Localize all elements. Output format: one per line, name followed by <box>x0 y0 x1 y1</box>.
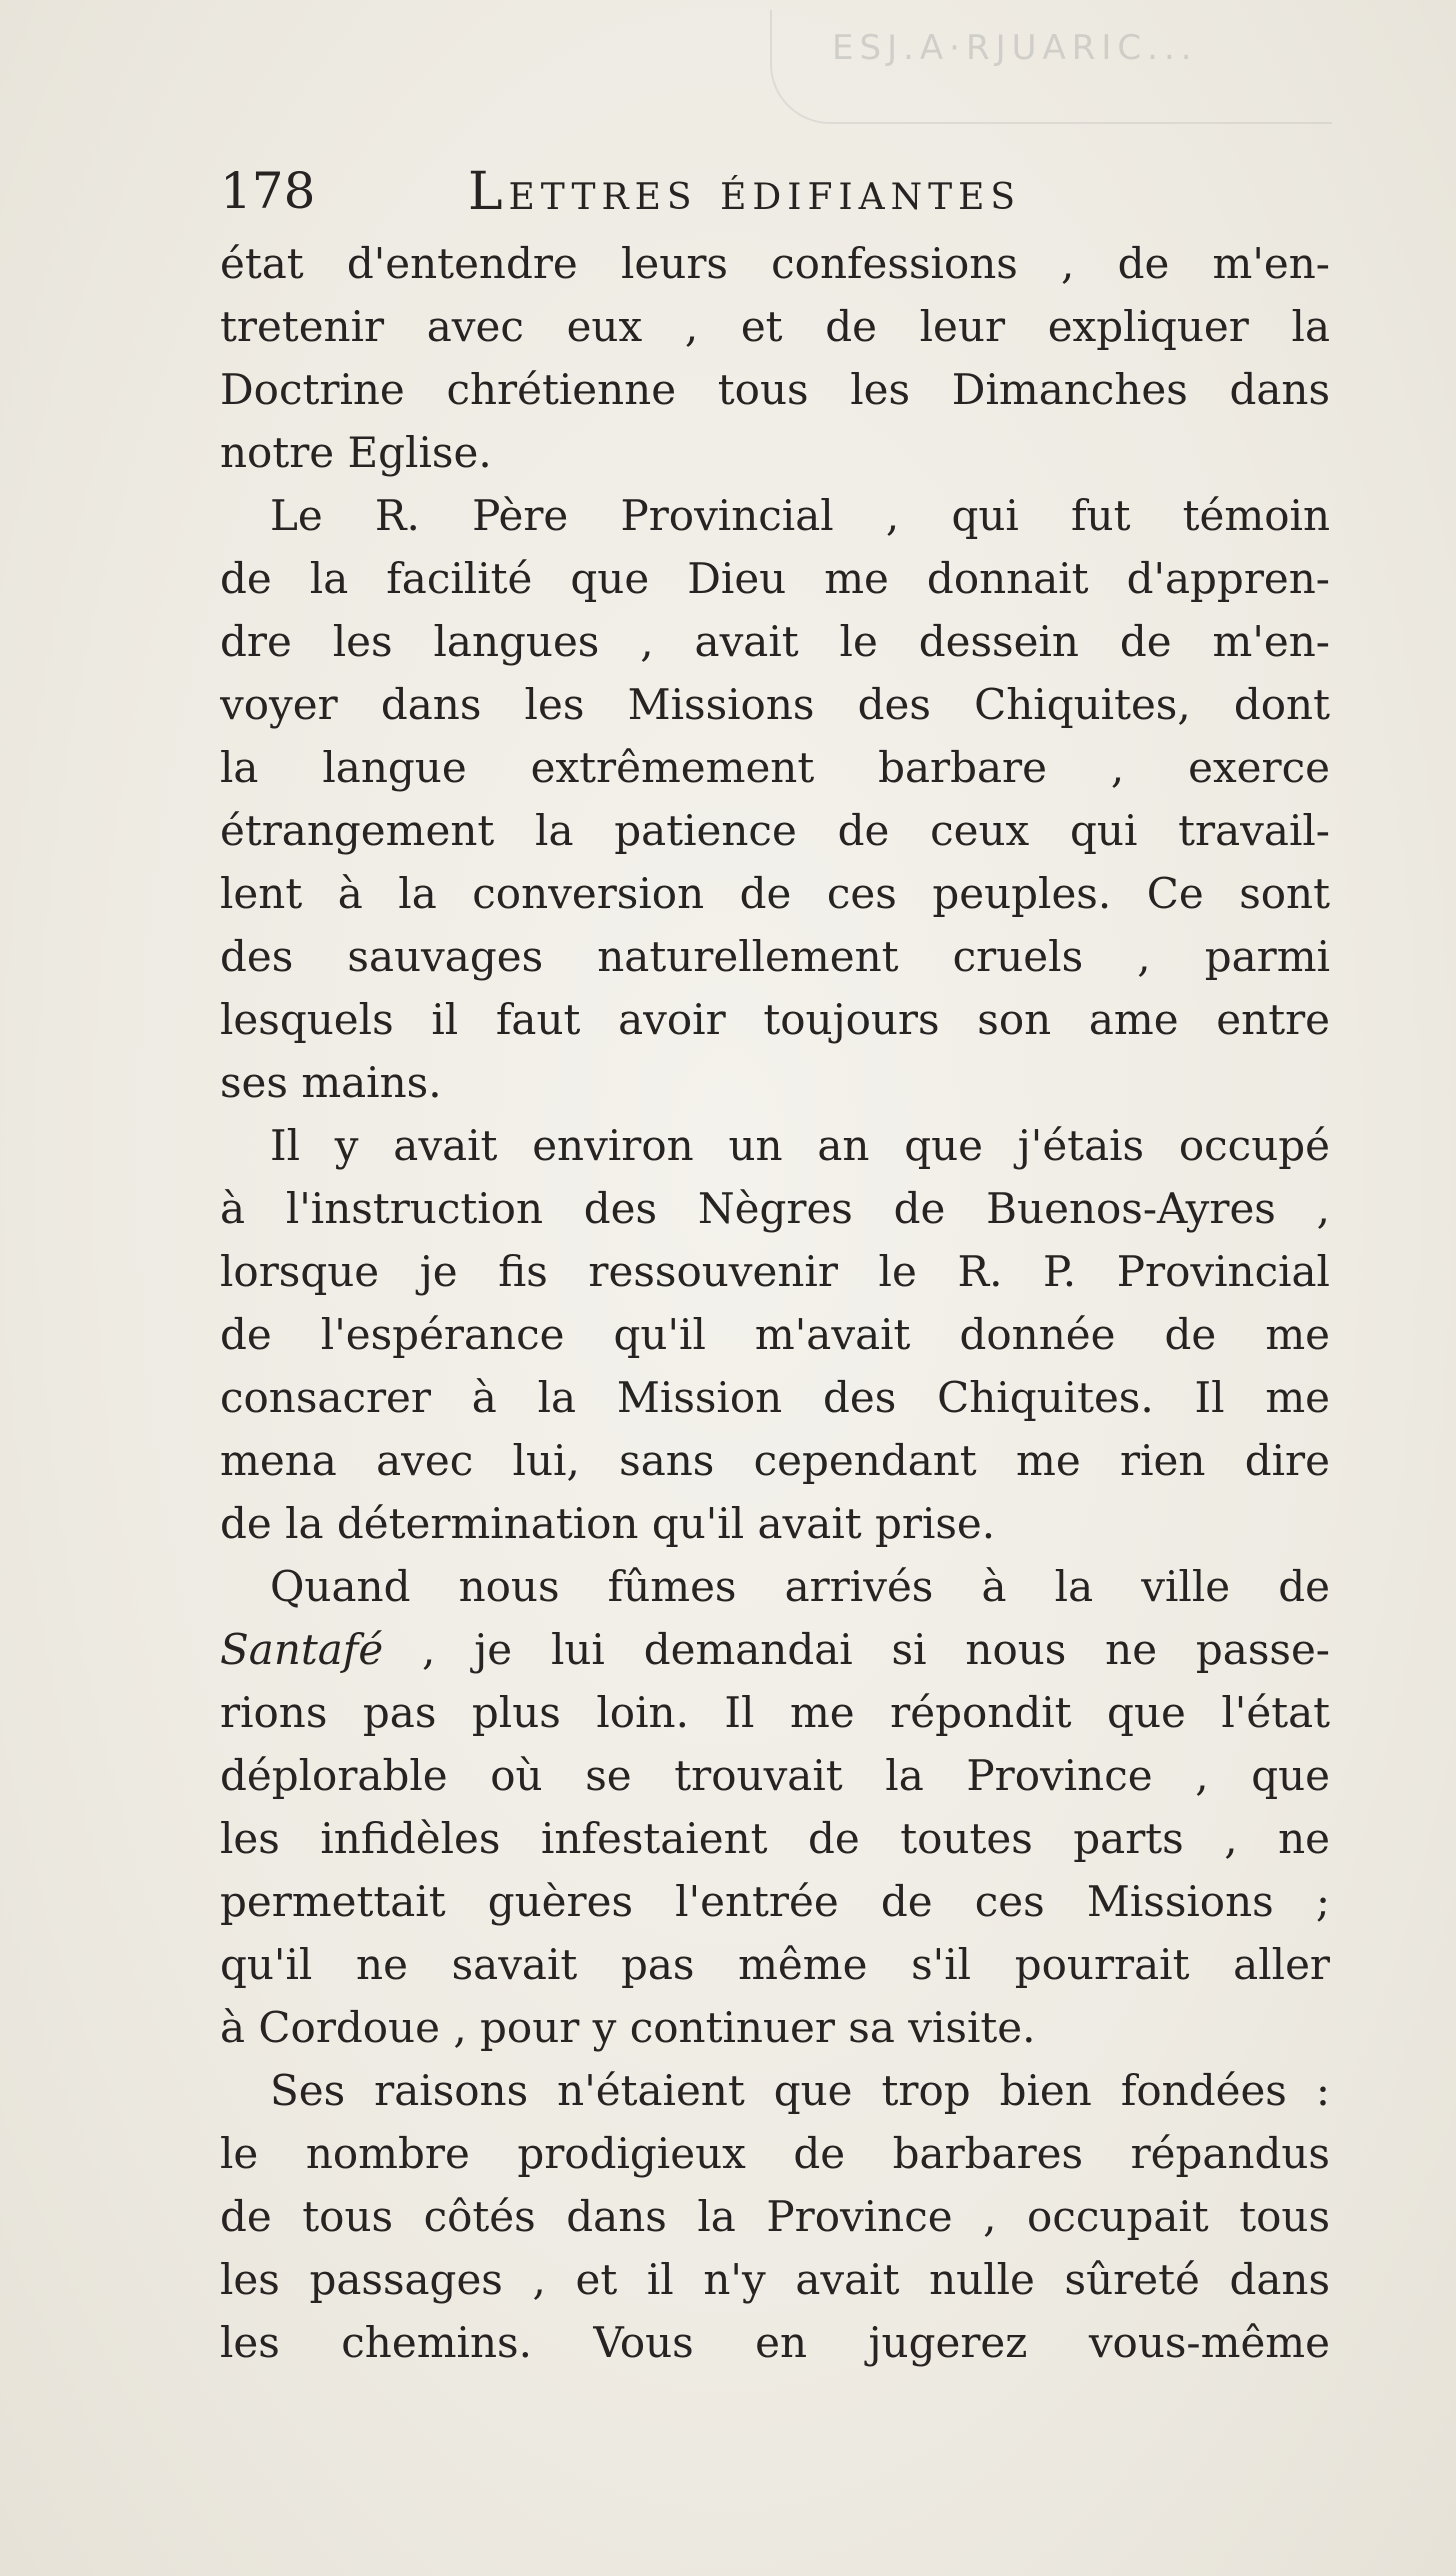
text-line: à l'instruction des Nègres de Buenos-Ayres , <box>220 1184 1330 1233</box>
text-line: permettait guères l'entrée de ces Missions ; <box>220 1877 1330 1926</box>
text-line: tretenir avec eux , et de leur expliquer la <box>220 302 1330 351</box>
text-line: mena avec lui, sans cependant me rien dire <box>220 1436 1330 1485</box>
text-line: déplorable où se trouvait la Province , que <box>220 1751 1330 1800</box>
text-line: de la détermination qu'il avait prise. <box>220 1499 996 1548</box>
text-line: état d'entendre leurs confessions , de m'en- <box>220 239 1330 288</box>
text-line: Quand nous fûmes arrivés à la ville de <box>270 1562 1330 1611</box>
running-title: Lettres édifiantes <box>468 162 1022 222</box>
text-line: dre les langues , avait le dessein de m'en- <box>220 617 1330 666</box>
text-body <box>220 232 1330 2374</box>
text-line: lesquels il faut avoir toujours son ame entre <box>220 995 1330 1044</box>
page-number: 178 <box>220 162 316 220</box>
text-line: notre Eglise. <box>220 428 492 477</box>
text-line: ses mains. <box>220 1058 442 1107</box>
page-header <box>220 162 1320 232</box>
text-line: le nombre prodigieux de barbares répandus <box>220 2129 1330 2178</box>
text-line: Ses raisons n'étaient que trop bien fondées : <box>270 2066 1330 2115</box>
text-line: qu'il ne savait pas même s'il pourrait aller <box>220 1940 1330 1989</box>
text-line: des sauvages naturellement cruels , parmi <box>220 932 1330 981</box>
text-line: Il y avait environ un an que j'étais occupé <box>270 1121 1330 1170</box>
text-line: de la facilité que Dieu me donnait d'appren- <box>220 554 1330 603</box>
text-line: lent à la conversion de ces peuples. Ce sont <box>220 869 1330 918</box>
text-line: Doctrine chrétienne tous les Dimanches dans <box>220 365 1330 414</box>
text-line: consacrer à la Mission des Chiquites. Il me <box>220 1373 1330 1422</box>
library-stamp <box>770 10 1332 124</box>
text-line: lorsque je fis ressouvenir le R. P. Provincial <box>220 1247 1330 1296</box>
italic-place-name: Santafé <box>220 1625 384 1674</box>
text-line: rions pas plus loin. Il me répondit que l'état <box>220 1688 1330 1737</box>
text-line: à Cordoue , pour y continuer sa visite. <box>220 2003 1036 2052</box>
text-line: voyer dans les Missions des Chiquites, dont <box>220 680 1330 729</box>
text-line: étrangement la patience de ceux qui travail- <box>220 806 1330 855</box>
text-line: les infidèles infestaient de toutes parts , ne <box>220 1814 1330 1863</box>
text-line: de l'espérance qu'il m'avait donnée de me <box>220 1310 1330 1359</box>
text-line: la langue extrêmement barbare , exerce <box>220 743 1330 792</box>
text-line: de tous côtés dans la Province , occupait tous <box>220 2192 1330 2241</box>
stamp-text: ESJ.A·RJUARIC... <box>832 28 1198 68</box>
text-line: Le R. Père Provincial , qui fut témoin <box>270 491 1330 540</box>
text-line: les chemins. Vous en jugerez vous-même <box>220 2318 1330 2367</box>
text-line: Santafé , je lui demandai si nous ne passe- <box>220 1625 1330 1674</box>
text-line: les passages , et il n'y avait nulle sûreté dans <box>220 2255 1330 2304</box>
